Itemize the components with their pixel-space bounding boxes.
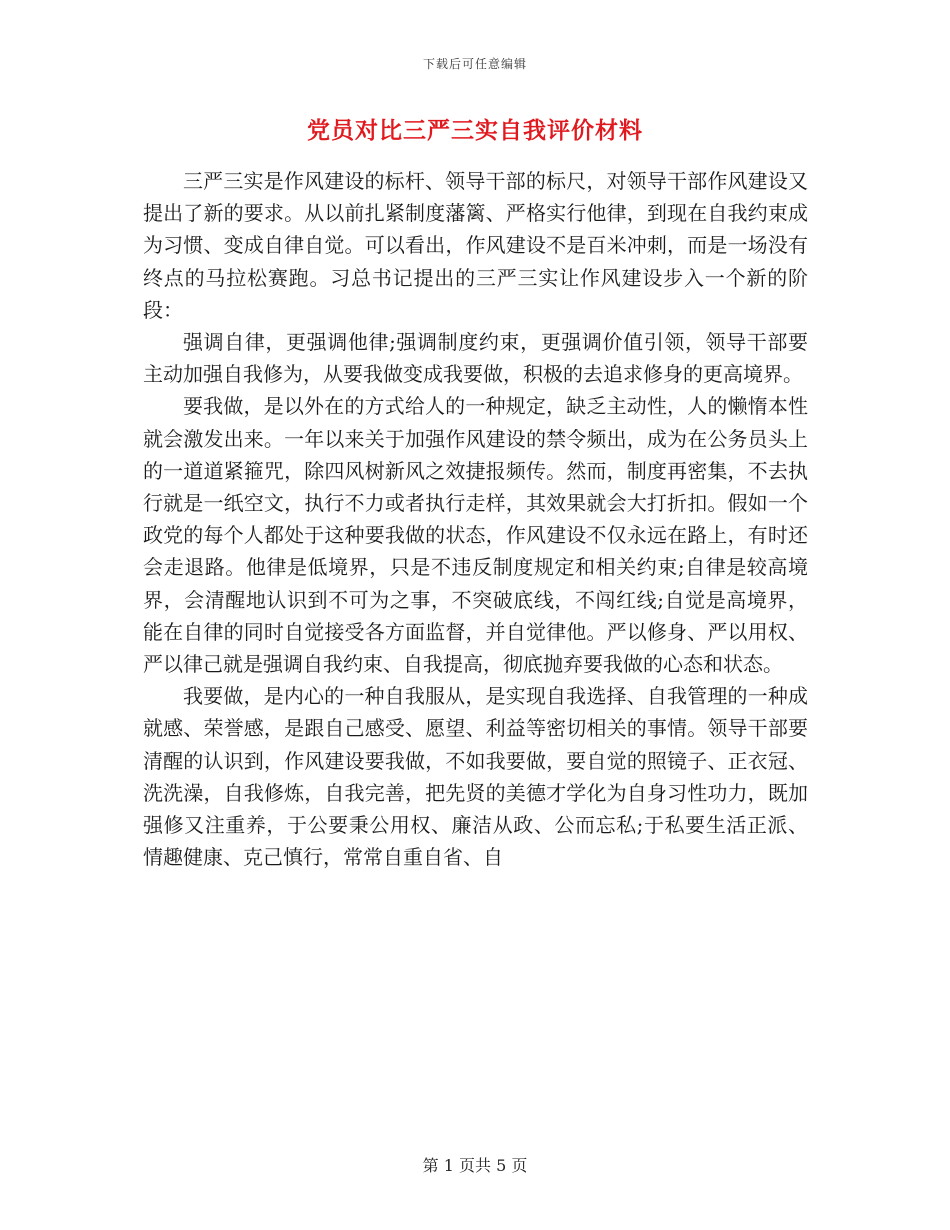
document-title: 党员对比三严三实自我评价材料 xyxy=(307,117,643,144)
paragraph-3: 要我做，是以外在的方式给人的一种规定，缺乏主动性，人的懒惰本性就会激发出来。一年以来关于加强作风建设的禁令频出，成为在公务员头上的一道道紧箍咒，除四风树新风之效捷报频传。然而，制度再密集，不去执行就是一纸空文，执行不力或者执行走样，其效果就会大打折扣。假如一个政党的每个人都处于这种要我做的状态，作风建设不仅永远在路上，有时还会走退路。他律是低境界，只是不违反制度规定和相关约束;自律是较高境界，会清醒地认识到不可为之事，不突破底线，不闯红线;自觉是高境界，能在自律的同时自觉接受各方面监督，并自觉律他。严以修身、严以用权、严以律己就是强调自我约束、自我提高，彻底抛弃要我做的心态和状态。 xyxy=(143,394,808,677)
paragraph-2: 强调自律，更强调他律;强调制度约束，更强调价值引领，领导干部要主动加强自我修为，从要我做变成我要做，积极的去追求修身的更高境界。 xyxy=(143,330,808,387)
header-note: 下载后可任意编辑 xyxy=(422,57,527,71)
document-body xyxy=(143,165,808,873)
page-footer: 第 1 页共 5 页 xyxy=(422,1156,528,1175)
paragraph-1: 三严三实是作风建设的标杆、领导干部的标尺，对领导干部作风建设又提出了新的要求。从以前扎紧制度藩篱、严格实行他律，到现在自我约束成为习惯、变成自律自觉。可以看出，作风建设不是百米冲刺，而是一场没有终点的马拉松赛跑。习总书记提出的三严三实让作风建设步入一个新的阶段： xyxy=(143,169,808,322)
paragraph-4: 我要做，是内心的一种自我服从，是实现自我选择、自我管理的一种成就感、荣誉感，是跟自己感受、愿望、利益等密切相关的事情。领导干部要清醒的认识到，作风建设要我做，不如我要做，要自觉的照镜子、正衣冠、洗洗澡，自我修炼，自我完善，把先贤的美德才学化为自身习性功力，既加强修又注重养，于公要秉公用权、廉洁从政、公而忘私;于私要生活正派、情趣健康、克己慎行，常常自重自省、自 xyxy=(143,684,808,870)
